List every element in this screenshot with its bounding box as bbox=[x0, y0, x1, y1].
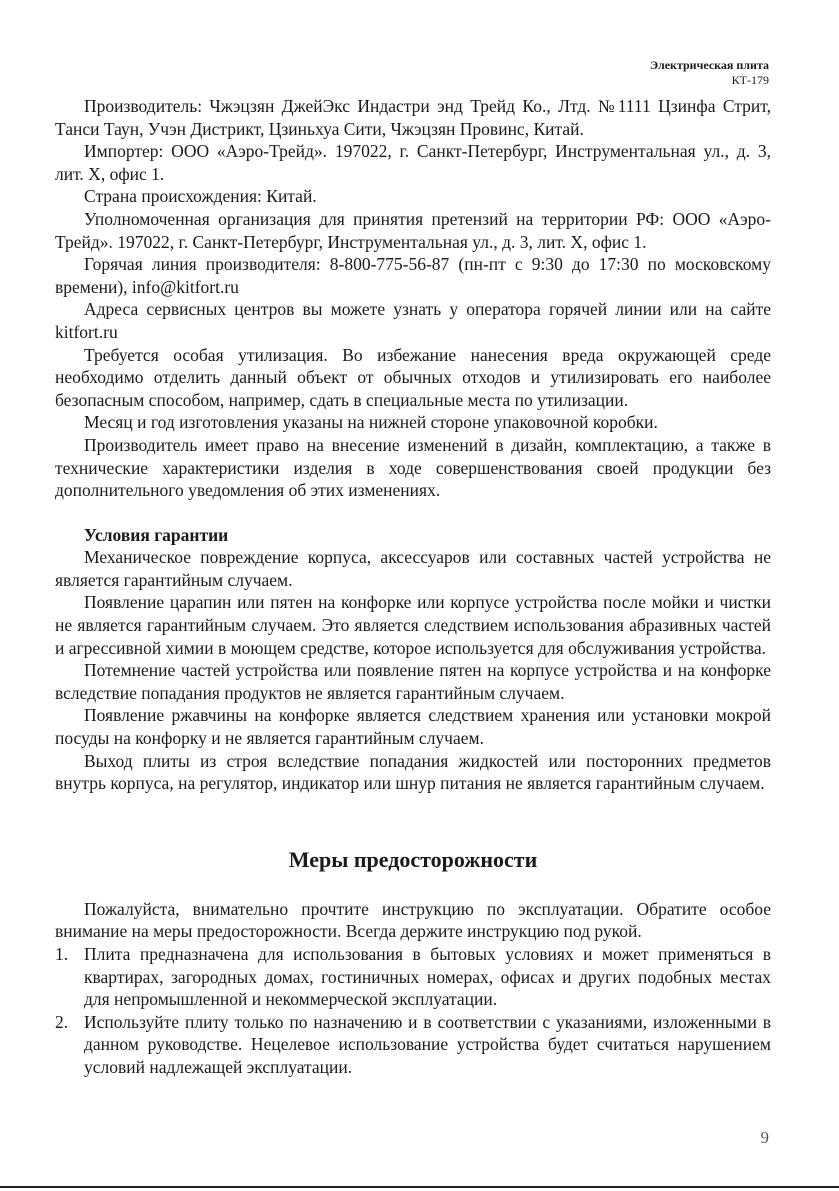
header-title: Электрическая плита bbox=[650, 58, 769, 72]
page-number: 9 bbox=[760, 1128, 769, 1147]
list-item-number: 2. bbox=[55, 1011, 69, 1032]
warranty-heading: Условия гарантии bbox=[84, 524, 229, 545]
manufacture-date-paragraph: Месяц и год изготовления указаны на нижней стороне упаковочной коробки. bbox=[84, 412, 658, 433]
precautions-list bbox=[55, 943, 771, 1079]
manufacturer-paragraph: Производитель: Чжэцзян ДжейЭкс Индастри энд Трейд Ко., Лтд. №1111 Цзинфа Стрит, Танси Таун, Учэн Дистрикт, Цзиньхуа Сити, Чжэцзян Провинс, Китай. bbox=[55, 96, 771, 139]
running-header bbox=[650, 58, 769, 88]
list-item-number: 1. bbox=[55, 944, 69, 964]
page-body bbox=[55, 95, 771, 1079]
list-item bbox=[55, 943, 771, 1011]
warranty-paragraph: Выход плиты из строя вследствие попадания жидкостей или посторонних предметов внутрь корпуса, на регулятор, индикатор или шнур питания не является гарантийным случаем. bbox=[55, 750, 771, 794]
list-item bbox=[55, 1011, 771, 1079]
changes-paragraph: Производитель имеет право на внесение изменений в дизайн, комплектацию, а также в технические характеристики изделия в ходе совершенствования своей продукции без дополнительного уведомления об этих изменениях. bbox=[55, 434, 771, 501]
precautions-intro: Пожалуйста, внимательно прочтите инструкцию по эксплуатации. Обратите особое внимание на меры предосторожности. Всегда держите инструкцию под рукой. bbox=[55, 898, 771, 942]
claims-organization-paragraph: Уполномоченная организация для принятия претензий на территории РФ: ООО «Аэро-Трейд». 197022, г. Санкт-Петербург, Инструментальная ул., д. 3, лит. Х, офис 1. bbox=[55, 208, 771, 252]
warranty-paragraph: Появление царапин или пятен на конфорке или корпусе устройства после мойки и чистки не является гарантийным случаем. Это является следствием использования абразивных частей и агрессивной химии в моющем средстве, которое используется для обслуживания устройства. bbox=[55, 592, 771, 658]
disposal-paragraph: Требуется особая утилизация. Во избежание нанесения вреда окружающей среде необходимо отделить данный объект от обычных отходов и утилизировать его наиболее безопасным способом, например, сдать в специальные места по утилизации. bbox=[55, 344, 771, 410]
service-centers-paragraph: Адреса сервисных центров вы можете узнать у оператора горячей линии или на сайте kitfort.ru bbox=[55, 299, 771, 342]
origin-paragraph: Страна происхождения: Китай. bbox=[84, 186, 317, 207]
bottom-divider bbox=[0, 1186, 839, 1188]
precautions-heading: Меры предосторожности bbox=[288, 846, 538, 872]
hotline-paragraph: Горячая линия производителя: 8-800-775-56-87 (пн-пт с 9:30 до 17:30 по московскому времени), info@kitfort.ru bbox=[55, 254, 771, 297]
warranty-paragraph: Механическое повреждение корпуса, аксессуаров или составных частей устройства не является гарантийным случаем. bbox=[55, 547, 771, 590]
list-item-text: Используйте плиту только по назначению и в соответствии с указаниями, изложенными в данном руководстве. Нецелевое использование устройства будет считаться нарушением условий надлежащей эксплуатации. bbox=[84, 1011, 771, 1077]
warranty-paragraph: Потемнение частей устройства или появление пятен на корпусе устройства и на конфорке вследствие попадания продуктов не является гарантийным случаем. bbox=[55, 660, 771, 703]
warranty-paragraph: Появление ржавчины на конфорке является следствием хранения или установки мокрой посуды на конфорку и не является гарантийным случаем. bbox=[55, 705, 771, 749]
importer-paragraph: Импортер: ООО «Аэро-Трейд». 197022, г. Санкт-Петербург, Инструментальная ул., д. 3, лит. Х, офис 1. bbox=[55, 141, 771, 184]
header-model: КТ-179 bbox=[731, 73, 769, 87]
list-item-text: Плита предназначена для использования в бытовых условиях и может применяться в квартирах, загородных домах, гостиничных номерах, офисах и других подобных местах для непромышленной и некоммерческой эксплуатации. bbox=[84, 944, 771, 1010]
